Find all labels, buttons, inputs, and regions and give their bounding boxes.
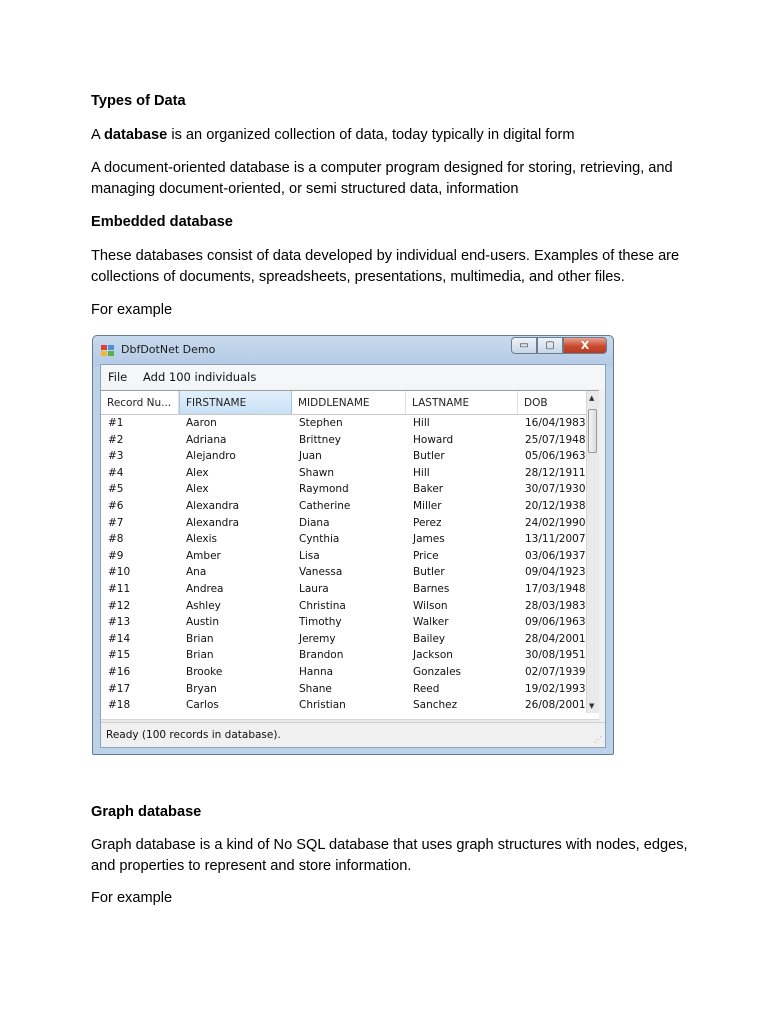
paragraph-embedded: These databases consist of data developed by individual end-users. Examples of these are collections of documents, spreadsheets, presentations, multimedia, and other files. xyxy=(91,248,680,285)
table-cell[interactable]: Andrea xyxy=(186,582,224,595)
table-cell[interactable]: Butler xyxy=(413,450,445,463)
table-cell[interactable]: Bailey xyxy=(413,632,446,645)
table-cell[interactable]: Ashley xyxy=(186,599,221,612)
status-bar xyxy=(101,722,605,747)
table-cell[interactable]: #14 xyxy=(108,632,131,645)
table-cell[interactable]: #13 xyxy=(108,616,131,629)
table-row[interactable] xyxy=(101,548,589,565)
for-example-1: For example xyxy=(91,302,173,318)
paragraph-database-definition xyxy=(91,125,691,146)
table-cell[interactable]: Perez xyxy=(413,516,442,529)
table-cell[interactable]: Alex xyxy=(186,483,209,496)
table-row[interactable] xyxy=(101,664,589,681)
table-cell[interactable]: Shane xyxy=(299,682,332,695)
table-cell[interactable]: 03/06/1937 xyxy=(525,549,586,562)
column-header[interactable]: Record Nu... xyxy=(101,391,179,414)
table-cell[interactable]: Cynthia xyxy=(299,533,340,546)
minimize-button[interactable]: ▭ xyxy=(511,337,537,354)
table-cell[interactable]: Jeremy xyxy=(299,632,336,645)
close-button[interactable]: X xyxy=(563,337,607,354)
table-cell[interactable]: Laura xyxy=(299,582,329,595)
table-cell[interactable]: Diana xyxy=(299,516,330,529)
table-cell[interactable]: 05/06/1963 xyxy=(525,450,586,463)
resize-grip-icon[interactable]: ⋰ xyxy=(594,735,602,744)
table-cell[interactable]: Amber xyxy=(186,549,221,562)
p1-rest: is an organized collection of data, today typically in digital form xyxy=(167,127,575,143)
grid-body xyxy=(101,415,589,714)
table-cell[interactable]: Reed xyxy=(413,682,440,695)
grid-header xyxy=(101,391,589,415)
table-cell[interactable]: #9 xyxy=(108,549,124,562)
column-header[interactable]: LASTNAME xyxy=(406,391,518,414)
table-row[interactable] xyxy=(101,481,589,498)
table-cell[interactable]: Timothy xyxy=(299,616,342,629)
table-cell[interactable]: Juan xyxy=(299,450,322,463)
table-row[interactable] xyxy=(101,465,589,482)
table-cell[interactable]: #10 xyxy=(108,566,131,579)
for-example-2: For example xyxy=(91,890,173,906)
scroll-up-icon[interactable]: ▲ xyxy=(589,394,595,402)
table-cell[interactable]: 13/11/2007 xyxy=(525,533,586,546)
table-row[interactable] xyxy=(101,498,589,515)
heading-graph-database: Graph database xyxy=(91,804,202,820)
table-cell[interactable]: Aaron xyxy=(186,417,217,429)
data-grid xyxy=(101,390,599,735)
table-cell[interactable]: Brittney xyxy=(299,433,341,446)
table-row[interactable] xyxy=(101,614,589,631)
table-row[interactable] xyxy=(101,564,589,581)
table-cell[interactable]: Alexandra xyxy=(186,499,240,512)
table-cell[interactable]: Price xyxy=(413,549,439,562)
maximize-button[interactable]: ▢ xyxy=(537,337,563,354)
table-cell[interactable]: Stephen xyxy=(299,417,343,429)
table-cell[interactable]: 28/04/2001 xyxy=(525,632,586,645)
table-cell[interactable]: 19/02/1993 xyxy=(525,682,586,695)
table-cell[interactable]: Sanchez xyxy=(413,699,458,712)
p1-prefix: A xyxy=(91,127,104,143)
window-client-area xyxy=(100,364,606,748)
paragraph-document-oriented: A document-oriented database is a computer program designed for storing, retrieving, and managing document-oriented, or semi structured data, information xyxy=(91,160,673,197)
table-cell[interactable]: 24/02/1990 xyxy=(525,516,586,529)
table-cell[interactable]: #5 xyxy=(108,483,124,496)
table-row[interactable] xyxy=(101,515,589,532)
p1-bold-term: database xyxy=(103,127,168,143)
table-cell[interactable]: Baker xyxy=(413,483,444,496)
table-cell[interactable]: Christian xyxy=(299,699,346,712)
vertical-scrollbar[interactable] xyxy=(586,391,599,713)
table-cell[interactable]: #7 xyxy=(108,516,124,529)
table-cell[interactable]: 17/03/1948 xyxy=(525,582,586,595)
dbf-demo-window-screenshot xyxy=(92,335,614,755)
table-cell[interactable]: James xyxy=(413,533,445,546)
table-row[interactable] xyxy=(101,432,589,449)
table-cell[interactable]: 02/07/1939 xyxy=(525,665,586,678)
table-row[interactable] xyxy=(101,448,589,465)
table-cell[interactable]: Butler xyxy=(413,566,445,579)
table-cell[interactable]: Alexandra xyxy=(186,516,240,529)
caption-buttons xyxy=(511,337,607,355)
heading-embedded-database: Embedded database xyxy=(91,214,233,230)
table-cell[interactable]: Ana xyxy=(186,566,207,579)
table-cell[interactable]: #6 xyxy=(108,499,124,512)
table-cell[interactable]: Brandon xyxy=(299,649,344,662)
table-cell[interactable]: Wilson xyxy=(413,599,448,612)
table-cell[interactable]: Adriana xyxy=(186,433,227,446)
menu-add-100-individuals[interactable]: Add 100 individuals xyxy=(143,370,257,384)
table-row[interactable] xyxy=(101,631,589,648)
table-cell[interactable]: #4 xyxy=(108,466,124,479)
table-cell[interactable]: Gonzales xyxy=(413,665,462,678)
table-cell[interactable]: #11 xyxy=(108,582,131,595)
table-cell[interactable]: 26/08/2001 xyxy=(525,699,586,712)
table-cell[interactable]: #15 xyxy=(108,649,131,662)
vertical-scroll-thumb[interactable] xyxy=(588,409,597,453)
column-header[interactable]: FIRSTNAME xyxy=(179,391,292,414)
status-text: Ready (100 records in database). xyxy=(106,729,281,741)
table-cell[interactable]: Catherine xyxy=(299,499,351,512)
table-cell[interactable]: #8 xyxy=(108,533,124,546)
table-cell[interactable]: Jackson xyxy=(413,649,453,662)
table-cell[interactable]: Brian xyxy=(186,632,214,645)
table-cell[interactable]: Alex xyxy=(186,466,209,479)
table-cell[interactable]: Hill xyxy=(413,417,430,429)
table-row[interactable] xyxy=(101,531,589,548)
table-cell[interactable]: Brian xyxy=(186,649,214,662)
table-cell[interactable]: Shawn xyxy=(299,466,334,479)
table-cell[interactable]: Alejandro xyxy=(186,450,236,463)
window-title: DbfDotNet Demo xyxy=(121,343,216,356)
table-cell[interactable]: Howard xyxy=(413,433,454,446)
table-cell[interactable]: Lisa xyxy=(299,549,320,562)
window-titlebar xyxy=(93,336,613,364)
table-cell[interactable]: Vanessa xyxy=(299,566,343,579)
table-cell[interactable]: Carlos xyxy=(186,699,219,712)
heading-types-of-data: Types of Data xyxy=(91,93,186,109)
table-row[interactable] xyxy=(101,647,589,664)
table-cell[interactable]: Brooke xyxy=(186,665,223,678)
table-cell[interactable]: 28/12/1911 xyxy=(525,466,586,479)
table-cell[interactable]: 30/07/1930 xyxy=(525,483,586,496)
table-cell[interactable]: Alexis xyxy=(186,533,217,546)
table-row[interactable] xyxy=(101,415,589,432)
table-cell[interactable]: Christina xyxy=(299,599,346,612)
table-row[interactable] xyxy=(101,681,589,698)
column-header[interactable]: DOB xyxy=(518,391,589,414)
paragraph-graph: Graph database is a kind of No SQL database that uses graph structures with nodes, edges, and properties to represent and store information. xyxy=(91,837,688,874)
menu-bar xyxy=(101,365,605,389)
column-header[interactable]: MIDDLENAME xyxy=(292,391,406,414)
table-cell[interactable]: Raymond xyxy=(299,483,349,496)
table-cell[interactable]: #12 xyxy=(108,599,131,612)
table-cell[interactable]: Bryan xyxy=(186,682,217,695)
app-icon xyxy=(101,345,115,356)
table-cell[interactable]: #2 xyxy=(108,433,124,446)
table-cell[interactable]: #18 xyxy=(108,699,131,712)
table-cell[interactable]: Austin xyxy=(186,616,219,629)
table-cell[interactable]: #17 xyxy=(108,682,131,695)
table-cell[interactable]: 09/06/1963 xyxy=(525,616,586,629)
table-cell[interactable]: Hill xyxy=(413,466,430,479)
table-cell[interactable]: Barnes xyxy=(413,582,450,595)
table-cell[interactable]: #1 xyxy=(108,417,124,429)
table-cell[interactable]: 25/07/1948 xyxy=(525,433,586,446)
menu-file[interactable]: File xyxy=(108,370,128,384)
table-cell[interactable]: 16/04/1983 xyxy=(525,417,586,429)
table-row[interactable] xyxy=(101,581,589,598)
scroll-down-icon[interactable]: ▼ xyxy=(589,702,595,710)
table-row[interactable] xyxy=(101,697,589,714)
table-cell[interactable]: 28/03/1983 xyxy=(525,599,586,612)
table-cell[interactable]: Walker xyxy=(413,616,449,629)
table-cell[interactable]: #16 xyxy=(108,665,131,678)
table-cell[interactable]: Miller xyxy=(413,499,442,512)
table-cell[interactable]: 30/08/1951 xyxy=(525,649,586,662)
table-cell[interactable]: 20/12/1938 xyxy=(525,499,586,512)
table-row[interactable] xyxy=(101,598,589,615)
table-cell[interactable]: #3 xyxy=(108,450,124,463)
table-cell[interactable]: Hanna xyxy=(299,665,334,678)
table-cell[interactable]: 09/04/1923 xyxy=(525,566,586,579)
